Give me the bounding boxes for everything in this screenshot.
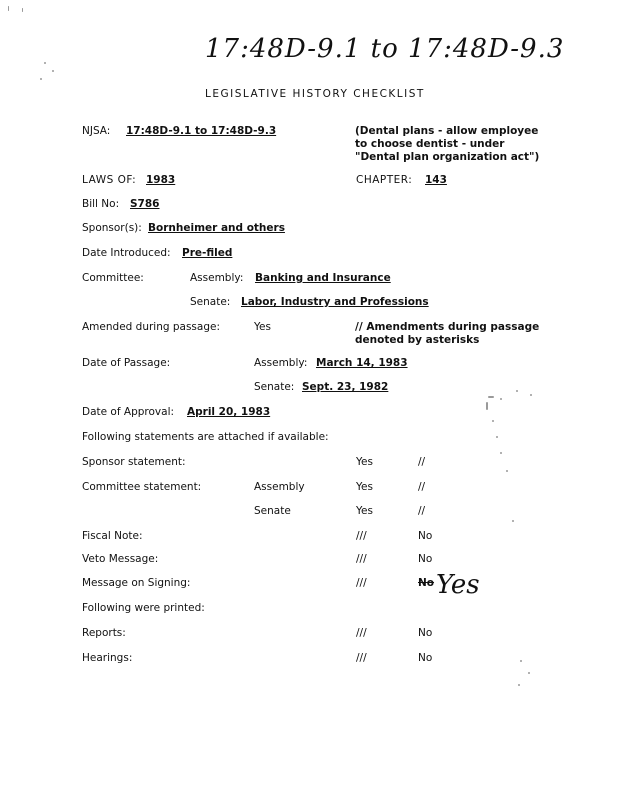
printed-heading: Following were printed: — [82, 602, 205, 614]
fiscal-note-answer: No — [418, 530, 433, 542]
fiscal-note-mark: /// — [356, 530, 367, 542]
passage-assembly-label: Assembly: — [254, 357, 308, 369]
date-introduced-label: Date Introduced: — [82, 247, 171, 259]
bill-no-value: S786 — [130, 198, 160, 210]
hearings-label: Hearings: — [82, 652, 133, 664]
passage-assembly-value: March 14, 1983 — [316, 357, 408, 369]
veto-message-label: Veto Message: — [82, 553, 159, 565]
reports-label: Reports: — [82, 627, 126, 639]
reports-answer: No — [418, 627, 433, 639]
passage-label: Date of Passage: — [82, 357, 171, 369]
amended-label: Amended during passage: — [82, 321, 221, 333]
committee-label: Committee: — [82, 272, 144, 284]
approval-label: Date of Approval: — [82, 406, 175, 418]
chapter-value: 143 — [425, 174, 447, 186]
message-on-signing-handwritten-answer: Yes — [436, 570, 480, 600]
hearings-answer: No — [418, 652, 433, 664]
hearings-mark: /// — [356, 652, 367, 664]
laws-of-value: 1983 — [146, 174, 176, 186]
description-line-3: "Dental plan organization act") — [355, 151, 540, 163]
handwritten-title: 17:48D-9.1 to 17:48D-9.3 — [205, 34, 565, 64]
passage-senate-value: Sept. 23, 1982 — [302, 381, 389, 393]
veto-message-answer: No — [418, 553, 433, 565]
sponsor-statement-label: Sponsor statement: — [82, 456, 186, 468]
page-title: LEGISLATIVE HISTORY CHECKLIST — [205, 88, 425, 100]
chapter-label: CHAPTER: — [356, 174, 413, 186]
attached-heading: Following statements are attached if available: — [82, 431, 329, 443]
sponsors-label: Sponsor(s): — [82, 222, 142, 234]
committee-senate-label: Senate: — [190, 296, 231, 308]
amended-note-line-2: denoted by asterisks — [355, 334, 480, 346]
date-introduced-value: Pre-filed — [182, 247, 233, 259]
sponsor-statement-mark: // — [418, 456, 426, 468]
committee-statement-senate-label: Senate — [254, 505, 291, 517]
amended-value: Yes — [254, 321, 271, 333]
passage-senate-label: Senate: — [254, 381, 295, 393]
committee-statement-assembly-answer: Yes — [356, 481, 373, 493]
committee-statement-senate-mark: // — [418, 505, 426, 517]
committee-statement-label: Committee statement: — [82, 481, 202, 493]
committee-senate-value: Labor, Industry and Professions — [241, 296, 429, 308]
amended-note-line-1: // Amendments during passage — [355, 321, 540, 333]
message-on-signing-label: Message on Signing: — [82, 577, 191, 589]
committee-statement-assembly-mark: // — [418, 481, 426, 493]
message-on-signing-mark: /// — [356, 577, 367, 589]
fiscal-note-label: Fiscal Note: — [82, 530, 143, 542]
veto-message-mark: /// — [356, 553, 367, 565]
laws-of-label: LAWS OF: — [82, 174, 137, 186]
bill-no-label: Bill No: — [82, 198, 120, 210]
description-line-2: to choose dentist - under — [355, 138, 505, 150]
committee-assembly-value: Banking and Insurance — [255, 272, 391, 284]
reports-mark: /// — [356, 627, 367, 639]
sponsor-statement-answer: Yes — [356, 456, 373, 468]
committee-assembly-label: Assembly: — [190, 272, 244, 284]
njsa-value: 17:48D-9.1 to 17:48D-9.3 — [126, 125, 277, 137]
sponsors-value: Bornheimer and others — [148, 222, 285, 234]
description-line-1: (Dental plans - allow employee — [355, 125, 539, 137]
committee-statement-assembly-label: Assembly — [254, 481, 305, 493]
approval-value: April 20, 1983 — [187, 406, 271, 418]
committee-statement-senate-answer: Yes — [356, 505, 373, 517]
message-on-signing-struck-answer: No — [418, 577, 435, 589]
njsa-label: NJSA: — [82, 125, 111, 137]
